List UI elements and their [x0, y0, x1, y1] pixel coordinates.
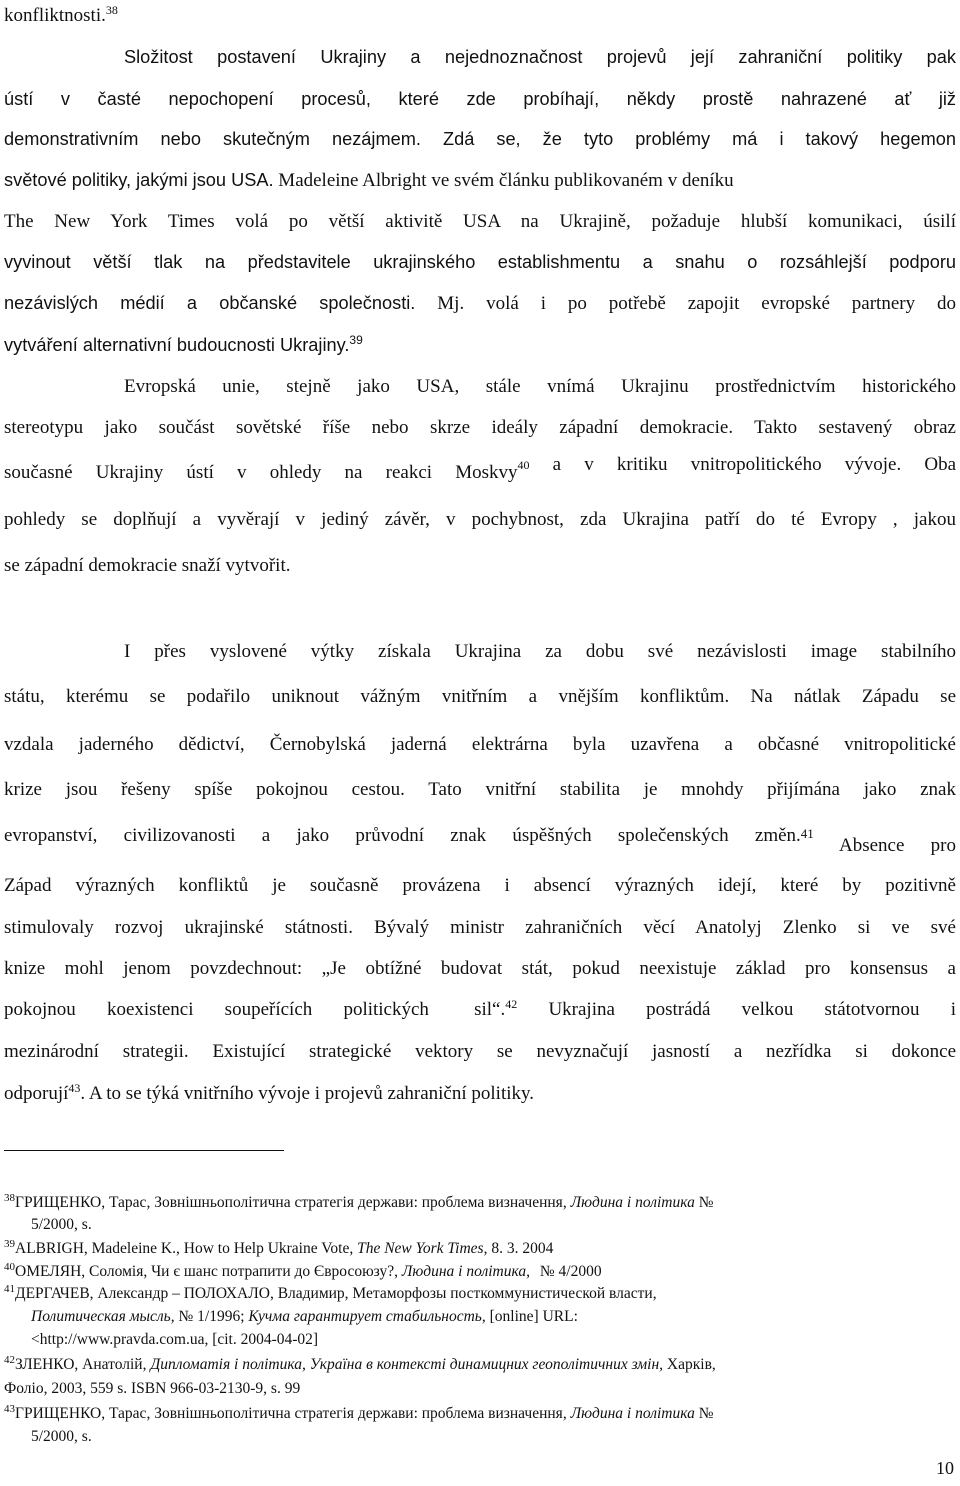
text-line: ústí v časté nepochopení procesů, které zde probíhají, někdy prostě nahrazené ať již [4, 89, 956, 109]
text-line [4, 334, 956, 356]
text-span: Oba [924, 454, 957, 475]
text-span: Madeleine Albright ve svém článku publikovaném v deníku [278, 170, 734, 191]
text-span: a v kritiku vnitropolitického vývoje. [552, 454, 902, 475]
text-line: stereotypu jako součást sovětské říše nebo skrze ideály západní demokracie. Takto sestavený obraz [4, 417, 956, 438]
text-line [4, 5, 956, 27]
footnote-italic: Людина і політика [570, 1194, 695, 1211]
text-span: sil“. [474, 999, 506, 1020]
text-line: I přes vyslovené výtky získala Ukrajina za dobu své nezávislosti image stabilního [124, 641, 956, 662]
text-line [4, 454, 957, 484]
text-line: státu, kterému se podařilo uniknout vážným vnitřním a vnějším konfliktům. Na nátlak Západu se [4, 686, 956, 707]
footnote-ref: 42 [505, 997, 518, 1011]
footnote-43 [4, 1405, 956, 1423]
text-line: se západní demokracie snaží vytvořit. [4, 555, 291, 576]
footnote-39 [4, 1240, 956, 1258]
text-line: pohledy se doplňují a vyvěrají v jediný závěr, v pochybnost, zda Ukrajina patří do té Evropy , jakou [4, 509, 956, 530]
footnote-41 [4, 1285, 956, 1303]
footnote-italic: Кучма гарантирует стабильность [248, 1308, 482, 1325]
footnote-40 [4, 1263, 956, 1281]
footnote-text: № 4/2000 [539, 1263, 602, 1280]
text-span: odporují [4, 1083, 69, 1104]
footnote-text: ГРИЩЕНКО, Тарас, Зовнішньополітична стратегія держави: проблема визначення, [15, 1194, 567, 1211]
footnote-number: 43 [4, 1403, 15, 1415]
text-span: evropanství, civilizovanosti a jako průvodní znak úspěšných společenských změn. [4, 825, 801, 846]
footnote-italic: Людина і політика, [401, 1263, 530, 1280]
footnote-41-url: <http://www.pravda.com.ua, [cit. 2004-04-02] [31, 1331, 319, 1348]
text-line [4, 292, 956, 315]
footnote-text: , 8. 3. 2004 [483, 1240, 554, 1257]
footnote-text: ГРИЩЕНКО, Тарас, Зовнішньополітична стратегія держави: проблема визначення, [15, 1405, 567, 1422]
text-span: vytváření alternativní budoucnosti Ukrajiny. [4, 335, 350, 355]
text-span: pokojnou koexistenci soupeřících politických [4, 999, 429, 1020]
text-span: konfliktnosti. [4, 5, 106, 26]
footnote-number: 42 [4, 1354, 15, 1366]
footnote-number: 39 [4, 1238, 15, 1250]
footnote-separator [4, 1150, 284, 1151]
text-line: Složitost postavení Ukrajiny a nejednoznačnost projevů její zahraniční politiky pak [124, 47, 956, 67]
text-line [4, 999, 956, 1021]
text-line [4, 169, 956, 192]
text-line: Evropská unie, stejně jako USA, stále vnímá Ukrajinu prostřednictvím historického [124, 376, 956, 397]
text-line: vzdala jaderného dědictví, Černobylská jaderná elektrárna byla uzavřena a občasné vnitropolitické [4, 734, 956, 755]
text-line: vyvinout větší tlak na představitele ukrajinského establishmentu a snahu o rozsáhlejší podporu [4, 252, 956, 272]
text-line [4, 1083, 956, 1105]
text-line: stimulovaly rozvoj ukrajinské státnosti. Bývalý ministr zahraničních věcí Anatolyj Zlenko si ve své [4, 917, 956, 938]
footnote-42 [4, 1356, 956, 1374]
footnote-ref: 40 [517, 458, 530, 472]
footnote-43-cont: 5/2000, s. [31, 1428, 92, 1445]
footnote-38 [4, 1194, 956, 1212]
footnote-41-cont [31, 1308, 956, 1326]
footnote-number: 41 [4, 1283, 15, 1295]
footnote-38-cont: 5/2000, s. [31, 1216, 92, 1233]
text-span: . A to se týká vnitřního vývoje i projevů zahraniční politiky. [80, 1083, 535, 1104]
page-number: 10 [936, 1458, 954, 1478]
text-span: světové politiky, jakými jsou USA. [4, 170, 274, 190]
text-line: demonstrativním nebo skutečným nezájmem. Zdá se, že tyto problémy má i takový hegemon [4, 129, 956, 149]
footnote-ref: 38 [105, 3, 118, 17]
footnote-42-cont: Фоліо, 2003, 559 s. ISBN 966-03-2130-9, s. 99 [4, 1380, 301, 1397]
footnote-text: ДЕРГАЧЕВ, Александр – ПОЛОХАЛО, Владимир, Метаморфозы посткоммунистической власти, [15, 1285, 657, 1302]
text-span: Ukrajina postrádá velkou státotvornou i [548, 999, 956, 1020]
text-line: knize mohl jenom povzdechnout: „Je obtížné budovat stát, pokud neexistuje základ pro konsensus a [4, 958, 956, 979]
text-span: Mj. volá i po potřebě zapojit evropské partnery do [437, 293, 957, 314]
text-line: Západ výrazných konfliktů je současně provázena i absencí výrazných idejí, které by pozitivně [4, 875, 956, 896]
footnote-ref: 43 [68, 1081, 81, 1095]
footnote-ref: 39 [349, 333, 363, 347]
footnote-text: , [online] URL: [481, 1308, 578, 1325]
text-line: The New York Times volá po větší aktivitě USA na Ukrajině, požaduje hlubší komunikaci, úsilí [4, 211, 956, 232]
footnote-ref: 41 [800, 826, 814, 841]
footnote-text: Харків, [666, 1356, 716, 1373]
text-span: Absence pro [839, 835, 956, 856]
footnote-italic: Людина і політика [570, 1405, 695, 1422]
footnote-number: 40 [4, 1261, 15, 1273]
footnote-italic: Дипломатія і політика, Україна в контексті динамицних геополітичних змін, [150, 1356, 664, 1373]
footnote-text: № [698, 1194, 714, 1211]
footnote-text: ЗЛЕНКО, Анатолій, [15, 1356, 147, 1373]
footnote-italic: The New York Times [357, 1240, 484, 1257]
footnote-text: , № 1/1996; [170, 1308, 245, 1325]
text-line: mezinárodní strategii. Existující strategické vektory se nevyznačují jasností a nezřídka si dokonce [4, 1041, 956, 1062]
text-span: nezávislých médií a občanské společnosti. [4, 293, 416, 313]
footnote-italic: Политическая мысль [31, 1308, 171, 1325]
footnote-text: ALBRIGH, Madeleine K., How to Help Ukraine Vote, [15, 1240, 354, 1257]
text-span: současné Ukrajiny ústí v ohledy na reakci Moskvy [4, 462, 518, 483]
footnote-number: 38 [4, 1192, 15, 1204]
text-line [4, 825, 956, 856]
footnote-text: ОМЕЛЯН, Соломія, Чи є шанс потрапити до Євросоюзу?, [15, 1263, 398, 1280]
text-line: krize jsou řešeny spíše pokojnou cestou. Tato vnitřní stabilita je mnohdy přijímána jako znak [4, 779, 956, 800]
footnote-text: № [698, 1405, 714, 1422]
